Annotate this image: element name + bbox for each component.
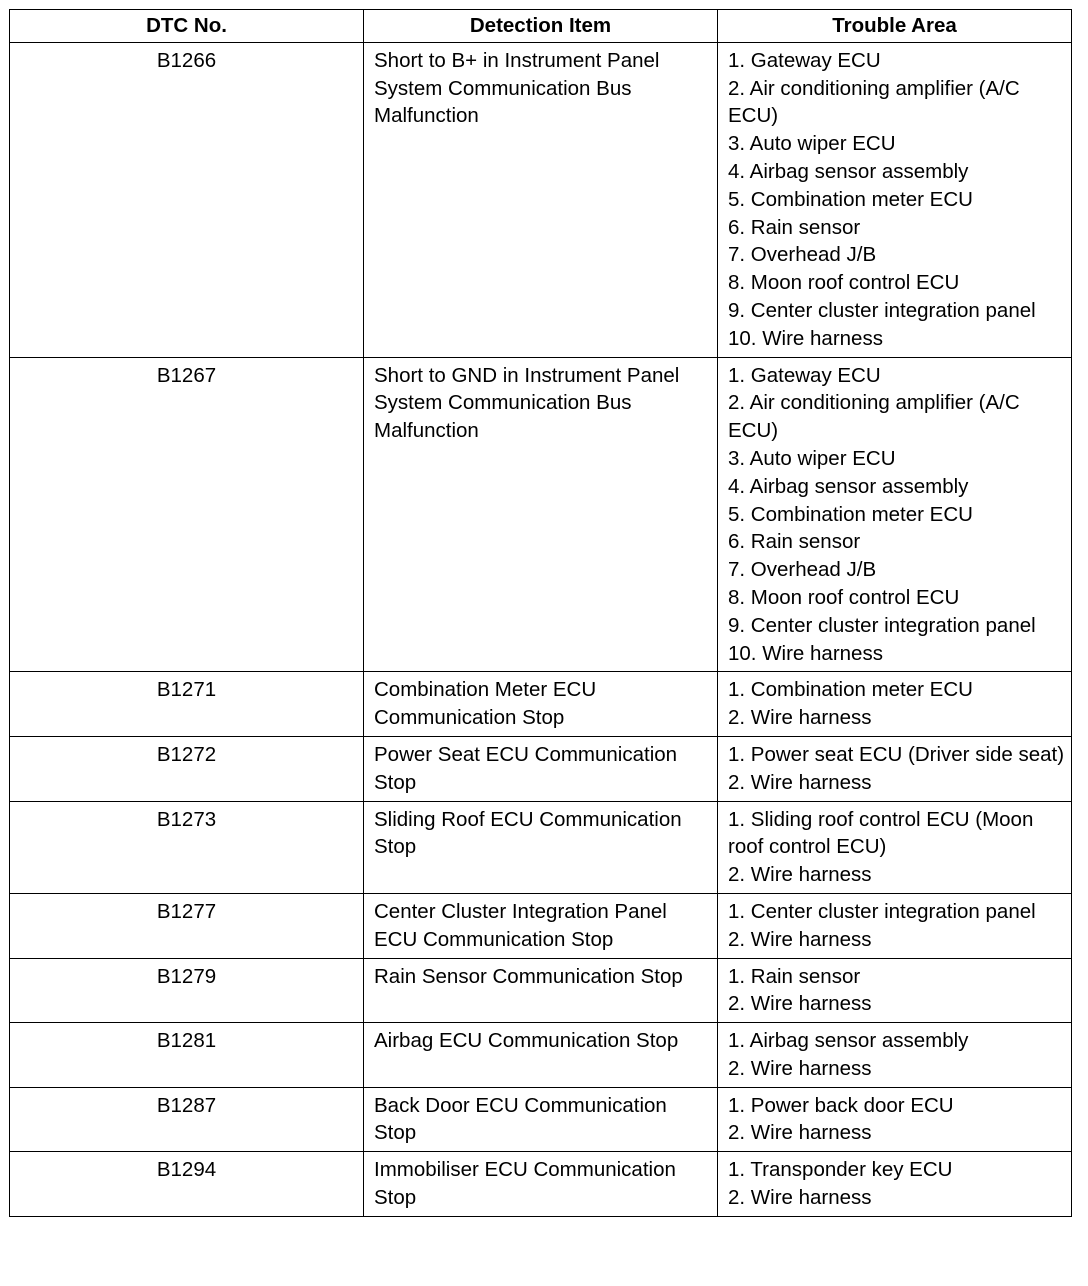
header-detection-item: Detection Item [364,10,718,43]
dtc-code-cell: B1266 [10,42,364,357]
trouble-area-cell [718,801,1072,893]
table-row [10,42,1072,357]
dtc-code-cell: B1281 [10,1023,364,1088]
trouble-area-item: 1. Combination meter ECU [728,678,973,702]
dtc-code-cell: B1267 [10,357,364,672]
trouble-area-item: 1. Airbag sensor assembly [728,1029,969,1053]
trouble-area-cell [718,736,1072,801]
table-row [10,958,1072,1023]
detection-item-cell: Back Door ECU Communication Stop [364,1087,718,1152]
trouble-area-cell [718,1087,1072,1152]
trouble-area-item: 1. Sliding roof control ECU (Moon roof control ECU) [728,807,1034,859]
detection-item-cell: Short to B+ in Instrument Panel System Communication Bus Malfunction [364,42,718,357]
trouble-area-item: 10. Wire harness [728,641,883,665]
trouble-area-item: 8. Moon roof control ECU [728,271,960,295]
table-row [10,672,1072,737]
dtc-code-cell: B1287 [10,1087,364,1152]
detection-item-cell: Rain Sensor Communication Stop [364,958,718,1023]
detection-item-cell: Airbag ECU Communication Stop [364,1023,718,1088]
trouble-area-cell [718,1152,1072,1217]
trouble-area-item: 2. Wire harness [728,927,872,951]
trouble-area-item: 6. Rain sensor [728,215,861,239]
trouble-area-item: 3. Auto wiper ECU [728,446,896,470]
trouble-area-item: 2. Air conditioning amplifier (A/C ECU) [728,391,1020,443]
dtc-code-cell: B1294 [10,1152,364,1217]
trouble-area-item: 3. Auto wiper ECU [728,132,896,156]
trouble-area-item: 2. Wire harness [728,1186,872,1210]
trouble-area-item: 5. Combination meter ECU [728,502,973,526]
trouble-area-item: 2. Wire harness [728,1121,872,1145]
dtc-code-cell: B1271 [10,672,364,737]
trouble-area-item: 2. Wire harness [728,863,872,887]
trouble-area-item: 2. Wire harness [728,770,872,794]
trouble-area-item: 7. Overhead J/B [728,558,877,582]
trouble-area-item: 5. Combination meter ECU [728,187,973,211]
header-row [10,10,1072,43]
trouble-area-cell [718,357,1072,672]
trouble-area-item: 9. Center cluster integration panel [728,298,1036,322]
trouble-area-item: 6. Rain sensor [728,530,861,554]
trouble-area-item: 1. Center cluster integration panel [728,899,1036,923]
dtc-code-cell: B1279 [10,958,364,1023]
table-row [10,1087,1072,1152]
dtc-table [9,9,1072,1217]
trouble-area-cell [718,672,1072,737]
table-row [10,1152,1072,1217]
table-row [10,357,1072,672]
dtc-code-cell: B1277 [10,893,364,958]
trouble-area-item: 1. Gateway ECU [728,363,881,387]
header-dtc-no: DTC No. [10,10,364,43]
trouble-area-item: 4. Airbag sensor assembly [728,159,969,183]
detection-item-cell: Immobiliser ECU Communication Stop [364,1152,718,1217]
trouble-area-item: 7. Overhead J/B [728,243,877,267]
trouble-area-item: 2. Wire harness [728,992,872,1016]
trouble-area-item: 1. Rain sensor [728,964,861,988]
detection-item-cell: Power Seat ECU Communication Stop [364,736,718,801]
trouble-area-item: 2. Air conditioning amplifier (A/C ECU) [728,76,1020,128]
trouble-area-item: 1. Gateway ECU [728,48,881,72]
trouble-area-cell [718,1023,1072,1088]
detection-item-cell: Center Cluster Integration Panel ECU Communication Stop [364,893,718,958]
table-row [10,801,1072,893]
detection-item-cell: Short to GND in Instrument Panel System Communication Bus Malfunction [364,357,718,672]
trouble-area-item: 9. Center cluster integration panel [728,613,1036,637]
trouble-area-cell [718,893,1072,958]
trouble-area-item: 4. Airbag sensor assembly [728,474,969,498]
trouble-area-cell [718,42,1072,357]
trouble-area-item: 2. Wire harness [728,1056,872,1080]
table-row [10,1023,1072,1088]
trouble-area-item: 1. Power back door ECU [728,1093,954,1117]
trouble-area-item: 8. Moon roof control ECU [728,585,960,609]
header-trouble-area: Trouble Area [718,10,1072,43]
table-row [10,736,1072,801]
trouble-area-item: 10. Wire harness [728,326,883,350]
dtc-code-cell: B1273 [10,801,364,893]
table-body [10,42,1072,1216]
trouble-area-cell [718,958,1072,1023]
trouble-area-item: 1. Power seat ECU (Driver side seat) [728,742,1065,766]
dtc-code-cell: B1272 [10,736,364,801]
trouble-area-item: 2. Wire harness [728,706,872,730]
detection-item-cell: Combination Meter ECU Communication Stop [364,672,718,737]
table-row [10,893,1072,958]
detection-item-cell: Sliding Roof ECU Communication Stop [364,801,718,893]
trouble-area-item: 1. Transponder key ECU [728,1158,953,1182]
